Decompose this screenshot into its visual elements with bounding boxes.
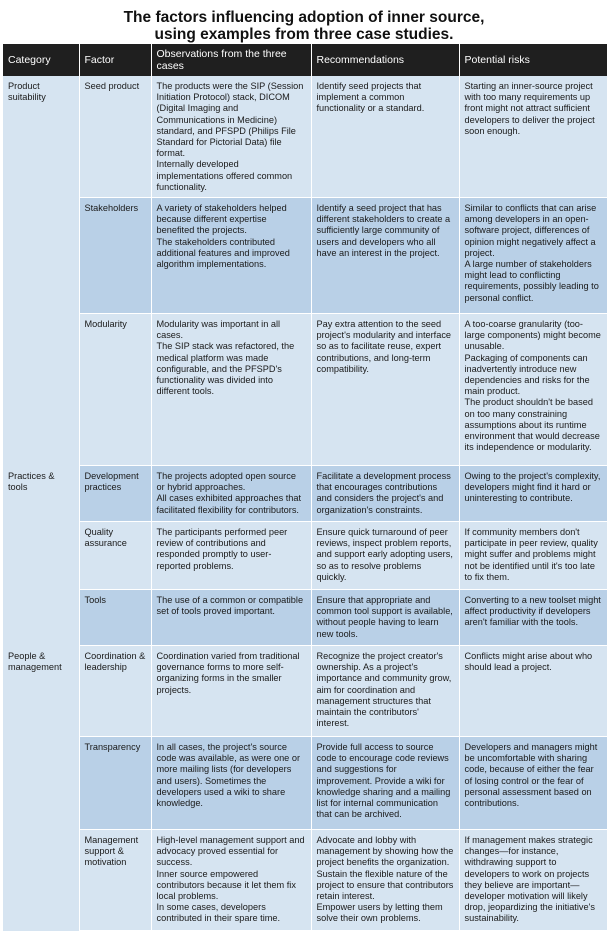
table-caption	[0, 0, 608, 43]
table-row	[3, 522, 607, 590]
recommendation-text: Ensure quick turnaround of peer reviews, inspect problem reports, and support early adopting users, so as to resolve problems quickly.	[316, 527, 453, 582]
observations-cell	[151, 466, 311, 522]
category-cell	[3, 466, 79, 646]
risk-text: A too-coarse granularity (too-large components) might become unusable.	[464, 319, 601, 352]
recommendation-text: Identify seed projects that implement a common functionality or a standard.	[316, 81, 425, 114]
risk-text: If community members don't participate in peer review, quality might suffer and problems might not be identified until it's too late to fix them.	[464, 527, 598, 582]
factor-cell	[79, 466, 151, 522]
recommendation-text: Ensure that appropriate and common tool support is available, without people having to learn new tools.	[316, 595, 453, 639]
factor-cell	[79, 590, 151, 646]
factor-cell	[79, 314, 151, 466]
category-cell	[3, 646, 79, 931]
category-label: Practices & tools	[8, 470, 55, 492]
recommendations-cell	[311, 646, 459, 737]
observations-cell	[151, 590, 311, 646]
observation-text: The products were the SIP (Session Initiation Protocol) stack, DICOM (Digital Imaging and Communications in Medicine) standard, and PFSPD (Philips File Standard for Pictorial Data) file format.	[156, 81, 304, 159]
observation-text: A variety of stakeholders helped because different expertise benefited the projects.	[156, 203, 287, 236]
risks-cell	[459, 76, 607, 198]
observation-text: The stakeholders contributed additional features and improved algorithm implementations.	[156, 236, 290, 270]
observations-cell	[151, 76, 311, 198]
observation-text: The use of a common or compatible set of tools proved important.	[156, 595, 304, 617]
recommendation-text: Advocate and lobby with management by showing how the project benefits the organization.	[316, 835, 454, 868]
risk-text: The product shouldn't be based on too many constraining assumptions about its runtime environment that would decrease its independence or modularity.	[464, 397, 600, 453]
factor-cell	[79, 76, 151, 198]
factor-label: Modularity	[84, 319, 127, 330]
header-risks: Potential risks	[459, 44, 607, 76]
risks-cell	[459, 466, 607, 522]
risk-text: Packaging of components can inadvertently introduce new dependencies and risks for the main product.	[464, 352, 590, 397]
table-row	[3, 314, 607, 466]
risks-cell	[459, 830, 607, 931]
header-category: Category	[3, 44, 79, 76]
recommendations-cell	[311, 590, 459, 646]
risks-cell	[459, 314, 607, 466]
factor-cell	[79, 737, 151, 830]
recommendation-text: Facilitate a development process that encourages contributions and considers the project's and organization's constraints.	[316, 471, 451, 515]
risk-text: Similar to conflicts that can arise among developers in an open-software project, differences of opinion might negatively affect a project.	[464, 203, 597, 258]
observation-text: The projects adopted open source or hybrid approaches.	[156, 471, 296, 493]
factor-label: Tools	[84, 595, 106, 606]
recommendation-text: Empower users by letting them solve their own problems.	[316, 902, 443, 924]
recommendation-text: Sustain the flexible nature of the project to ensure that contributors retain interest.	[316, 868, 454, 902]
observations-cell	[151, 830, 311, 931]
table-row	[3, 737, 607, 830]
table-row	[3, 646, 607, 737]
observation-text: Inner source empowered contributors because it let them fix local problems.	[156, 868, 296, 902]
caption-line-2: using examples from three case studies.	[154, 26, 454, 43]
table-row	[3, 830, 607, 931]
risks-cell	[459, 198, 607, 314]
risks-cell	[459, 737, 607, 830]
header-recommendations: Recommendations	[311, 44, 459, 76]
factor-cell	[79, 830, 151, 931]
risks-cell	[459, 590, 607, 646]
table-row	[3, 198, 607, 314]
recommendation-text: Identify a seed project that has different stakeholders to create a sufficiently large community of users and developers who all have an interest in the project.	[316, 203, 451, 258]
observation-text: The participants performed peer review of contributions and responded promptly to user-reported problems.	[156, 527, 288, 571]
recommendations-cell	[311, 522, 459, 590]
factor-cell	[79, 522, 151, 590]
factor-label: Seed product	[84, 81, 140, 91]
observation-text: The SIP stack was refactored, the medical platform was made configurable, and the PFSPD's functionality was divided into different tools.	[156, 341, 295, 397]
factor-cell	[79, 198, 151, 314]
observations-cell	[151, 737, 311, 830]
category-label: Product suitability	[8, 81, 46, 103]
observation-text: Coordination varied from traditional governance forms to more self-organizing forms in the smaller projects.	[156, 651, 300, 695]
risk-text: Developers and managers might be uncomfortable with sharing code, because of either the fear of losing control or the fear of personal assessment based on contributions.	[464, 742, 598, 809]
risk-text: Starting an inner-source project with too many requirements up front might not attract sufficient developers to deliver the project soon enough.	[464, 81, 595, 136]
risk-text: Conflicts might arise about who should lead a project.	[464, 651, 593, 673]
recommendation-text: Pay extra attention to the seed project's modularity and interface so as to facilitate reuse, expert contributions, and long-term compatibility.	[316, 319, 452, 374]
factor-label: Coordination & leadership	[84, 651, 146, 673]
recommendations-cell	[311, 830, 459, 931]
header-observations: Observations from the three cases	[151, 44, 311, 76]
risk-text: A large number of stakeholders might lead to conflicting requirements, possibly leading to personal conflict.	[464, 259, 599, 303]
recommendations-cell	[311, 198, 459, 314]
recommendations-cell	[311, 737, 459, 830]
recommendations-cell	[311, 466, 459, 522]
observation-text: Modularity was important in all cases.	[156, 319, 281, 341]
risk-text: Converting to a new toolset might affect productivity if developers aren't familiar with the tools.	[464, 595, 601, 628]
observations-cell	[151, 646, 311, 737]
factor-label: Transparency	[84, 742, 141, 753]
risk-text: If management makes strategic changes—for instance, withdrawing support to developers to work on projects they believe are important—developer motivation will likely drop, jeopardizing the initiative's sustainability.	[464, 835, 595, 924]
factor-label: Management support & motivation	[84, 835, 139, 868]
observation-text: Internally developed implementations offered common functionality.	[156, 159, 293, 192]
recommendation-text: Provide full access to source code to encourage code reviews and suggestions for improvement. Provide a wiki for knowledge sharing and a mailing list for internal communication that can be archived.	[316, 742, 451, 820]
recommendations-cell	[311, 314, 459, 466]
factor-cell	[79, 646, 151, 737]
recommendations-cell	[311, 76, 459, 198]
table-row	[3, 590, 607, 646]
observations-cell	[151, 198, 311, 314]
observation-text: In some cases, developers contributed in their spare time.	[156, 902, 281, 924]
observations-cell	[151, 522, 311, 590]
observation-text: In all cases, the project's source code was available, as were one or more mailing lists (for developers and users). Sometimes the developers used a wiki to share knowledge.	[156, 742, 301, 809]
observation-text: All cases exhibited approaches that facilitated flexibility for contributors.	[156, 493, 302, 515]
header-factor: Factor	[79, 44, 151, 76]
category-label: People & management	[8, 650, 62, 672]
header-row	[3, 44, 607, 76]
factor-label: Quality assurance	[84, 527, 127, 549]
factor-label: Stakeholders	[84, 203, 139, 214]
category-cell	[3, 76, 79, 466]
observation-text: High-level management support and advocacy proved essential for success.	[156, 835, 305, 868]
risks-cell	[459, 646, 607, 737]
observations-cell	[151, 314, 311, 466]
risk-text: Owing to the project's complexity, developers might find it hard or uninteresting to contribute.	[464, 471, 601, 504]
recommendation-text: Recognize the project creator's ownership. As a project's importance and community grow, aim for coordination and management structures that maintain the contributors' interest.	[316, 651, 452, 729]
factors-table	[3, 44, 608, 931]
factor-label: Development practices	[84, 471, 139, 493]
caption-line-1: The factors influencing adoption of inner source,	[123, 9, 485, 26]
table-row	[3, 466, 607, 522]
risks-cell	[459, 522, 607, 590]
table-row	[3, 76, 607, 198]
